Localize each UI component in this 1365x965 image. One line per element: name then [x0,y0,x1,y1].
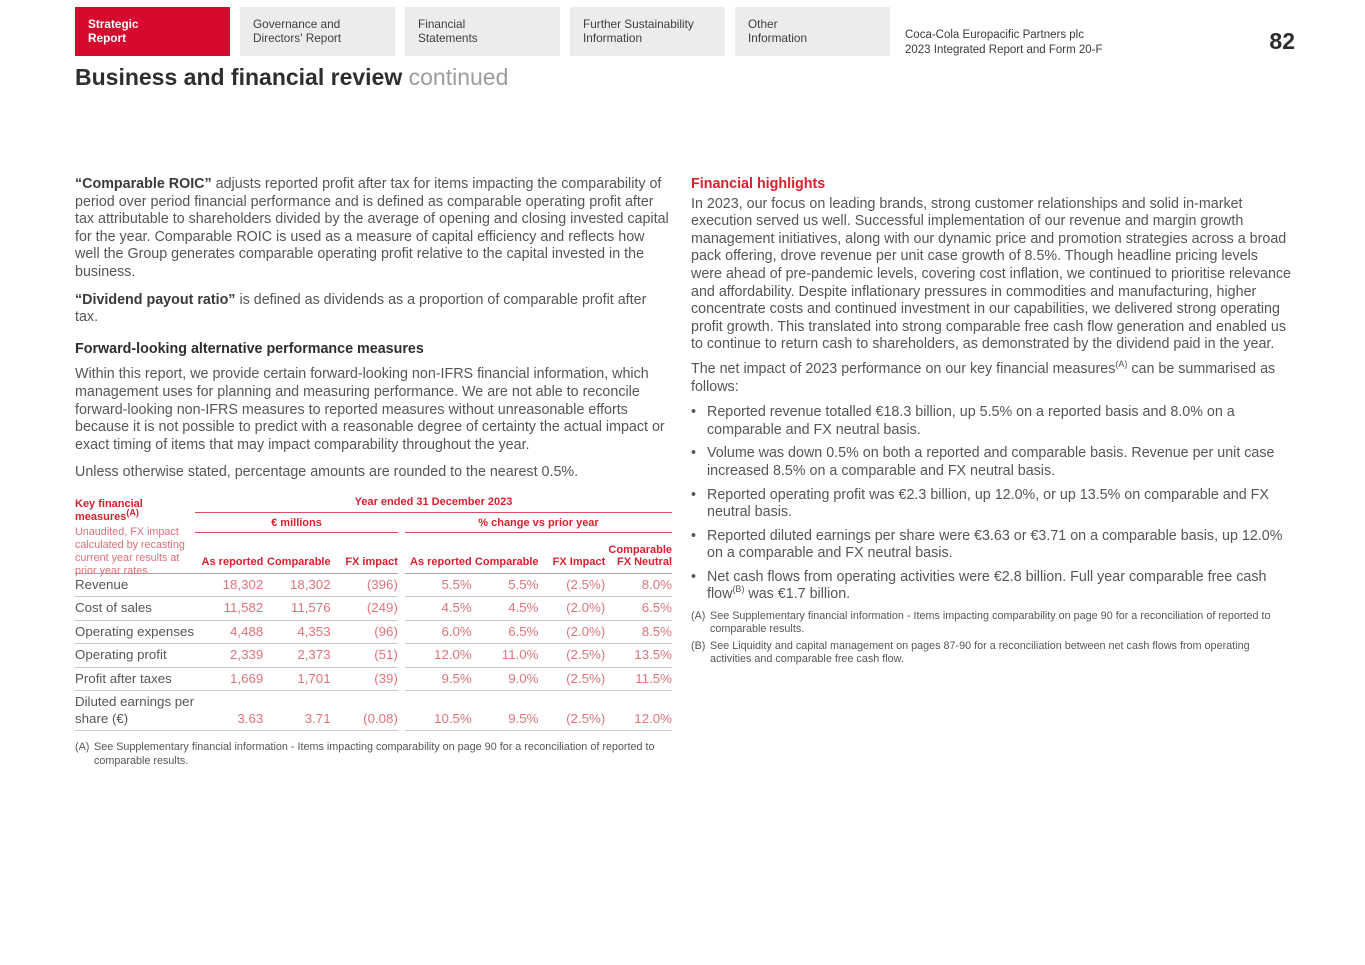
column-gap [398,668,405,692]
section-tab-bar [75,7,890,56]
right-column [691,176,1292,667]
cell-value: 8.0% [641,576,672,592]
row-label: Diluted earnings per share (€) [75,694,195,726]
cell-value: 6.5% [641,600,672,616]
list-item [691,487,1292,522]
cell-value: 4.5% [441,600,472,616]
col-header: As reported [410,556,472,569]
footnote-marker: (A) [75,741,90,754]
column-gap [398,574,405,598]
cell-value: 4.5% [508,600,539,616]
group-headers [195,513,672,533]
cell-value: 11,582 [223,600,264,616]
cell-value: 11.0% [501,647,539,663]
table-header [75,495,672,578]
left-column [75,176,673,768]
table-row [75,597,672,621]
col-header: FX Impact [552,556,606,569]
cell-value: 12.0% [434,647,472,663]
tab-governance-directors-report[interactable] [240,7,395,56]
tab-label: Strategic [88,17,139,31]
row-label: Profit after taxes [75,670,172,686]
forward-looking-paragraph: Within this report, we provide certain forward-looking non-IFRS financial information, which management uses for planning and measuring performance. We are not able to reconcile forward-looking non-IFRS measures to reported measures without unreasonable efforts because it is not possible to predict with a reasonable degree of certainty the actual impact or exact timing of items that may impact comparability throughout the year. [75,366,665,453]
footnote-marker: (A) [691,610,706,623]
company-name: Coca-Cola Europacific Partners plc [905,29,1084,41]
footnote-text: See Supplementary financial information - Items impacting comparability on page 90 for a reconciliation of reported to comparable results. [94,741,655,767]
cell-value: (0.08) [363,710,398,726]
footnote-b [691,640,1292,667]
cell-value: (2.5%) [566,670,606,686]
cell-value: 8.5% [641,623,672,639]
cell-value: (249) [366,600,398,616]
cell-value: 2,339 [230,647,264,663]
footnote-text: See Supplementary financial information - Items impacting comparability on page 90 for a reconciliation of reported to comparable results. [710,610,1271,636]
list-item [691,528,1292,563]
col-header: As reported [201,556,264,569]
table-column-headers [195,496,672,533]
financial-highlights-paragraph: In 2023, our focus on leading brands, strong customer relationships and solid in-market execution served us well. Successful implementation of our revenue and margin growth management initiatives, along with our dynamic price and promotion strategies across a broad pack offering, drove revenue per unit case growth of 8.5%. Though headline pricing levels were ahead of pre-pandemic levels, covering cost inflation, we continued to prioritise relevance and affordability. Despite inflationary pressures in commodities and manufacturing, higher concentrate costs and continued investment in our capabilities, we delivered strong operating profit growth. This translated into strong comparable free cash flow generation and enabled us to continue to return cash to shareholders, as demonstrated by the dividend paid in the year. [691,195,1292,353]
page-title-continued: continued [402,64,509,90]
page-title-main: Business and financial review [75,64,403,90]
cell-value: 18,302 [222,576,264,592]
col-header: Comparable [267,556,331,569]
cell-value: (396) [366,576,398,592]
column-gap [398,644,405,668]
col-header: FX impact [345,556,398,569]
bullet-text-post: was €1.7 billion. [744,586,851,603]
cell-value: 2,373 [297,647,331,663]
bullet-icon: • [691,568,697,585]
table-key-block [75,498,193,578]
bullet-text: Reported revenue totalled €18.3 billion, up 5.5% on a reported basis and 8.0% on a comparable and FX neutral basis. [707,404,1235,438]
tab-label: Other [748,17,778,31]
tab-label: Statements [418,31,478,45]
footnote-marker: (B) [691,639,706,652]
cell-value: 1,669 [230,670,264,686]
column-gap [398,621,405,645]
row-label: Revenue [75,576,129,592]
tab-label: Information [748,31,808,45]
key-financial-measures-table [75,496,672,768]
tab-financial-statements[interactable] [405,7,560,56]
financial-highlights-heading: Financial highlights [691,176,826,192]
bullet-text: Reported diluted earnings per share were €3.63 or €3.71 on a comparable basis, up 12.0% on a comparable and FX neutral basis. [707,527,1283,562]
bullet-icon: • [691,404,697,421]
col-header: Comparable FX Neutral [608,543,672,569]
dividend-payout-paragraph [75,292,673,327]
column-gap [398,691,405,731]
tab-label: Directors' Report [253,31,342,45]
cell-value: (39) [374,670,398,686]
comparable-roic-paragraph [75,176,673,282]
cell-value: 4,353 [297,623,331,639]
table-footnote-a [75,741,672,768]
column-labels-group2 [405,533,672,574]
tab-further-sustainability-information[interactable] [570,7,725,56]
cell-value: 5.5% [441,576,472,592]
page-title [75,64,508,91]
footnote-ref-a: (A) [126,507,139,518]
cell-value: 9.5% [508,710,539,726]
bullet-text: Reported operating profit was €2.3 billion, up 12.0%, or up 13.5% on comparable and FX neutral basis. [707,486,1269,521]
list-item [691,569,1292,604]
group-header-millions: € millions [195,513,398,533]
footnote-a [691,610,1292,637]
cell-value: 5.5% [508,576,539,592]
cell-value: (2.0%) [566,623,606,639]
cell-value: (2.5%) [566,647,606,663]
table-row [75,621,672,645]
net-impact-text: The net impact of 2023 performance on our key financial measures [691,360,1116,377]
dividend-payout-definition: is defined as dividends as a proportion of comparable profit after tax. [75,291,647,326]
net-impact-text-post: can be summarised as follows: [691,360,1276,395]
tab-label: Report [88,31,127,45]
cell-value: (96) [374,623,398,639]
column-gap [398,597,405,621]
table-row [75,644,672,668]
cell-value: 1,701 [297,670,331,686]
table-row [75,668,672,692]
footnote-ref-b: (B) [732,584,745,595]
cell-value: 6.0% [441,623,472,639]
tab-label: Governance and [253,17,341,31]
dividend-payout-term: “Dividend payout ratio” [75,291,236,308]
cell-value: 9.0% [508,670,539,686]
cell-value: 11,576 [290,600,331,616]
tab-label: Further Sustainability [583,17,694,31]
tab-other-information[interactable] [735,7,890,56]
table-subtitle: Unaudited, FX impact calculated by recasting current year results at prior year rates [75,525,185,578]
comparable-roic-term: “Comparable ROIC” [75,176,212,192]
bullet-text: Volume was down 0.5% on both a reported and comparable basis. Revenue per unit case increased 8.5% on a comparable and FX neutral basis. [707,445,1275,479]
group-header-pct-change: % change vs prior year [405,513,672,533]
forward-looking-heading: Forward-looking alternative performance measures [75,340,424,357]
cell-value: 6.5% [508,623,539,639]
tab-strategic-report[interactable] [75,7,230,56]
bullet-icon: • [691,486,697,503]
comparable-roic-definition: adjusts reported profit after tax for items impacting the comparability of period over period financial performance and is defined as comparable operating profit after tax attributable to shareholders divided by the average of opening and closing invested capital for the year. Comparable ROIC is used as a measure of capital efficiency and reflects how well the Group generates comparable operating profit relative to the capital invested in the business. [75,176,669,280]
cell-value: 3.71 [304,710,331,726]
footnote-ref-a: (A) [1115,359,1128,370]
col-header: Comparable [474,556,539,569]
cell-value: 4,488 [230,623,264,639]
net-impact-paragraph [691,361,1292,396]
tab-label: Information [583,31,643,45]
page-number: 82 [1269,28,1295,54]
report-title: 2023 Integrated Report and Form 20-F [905,43,1103,56]
column-gap [398,533,405,574]
cell-value: 10.5% [434,710,472,726]
report-identifier [905,28,1103,57]
year-span-header: Year ended 31 December 2023 [195,496,672,513]
cell-value: 11.5% [635,670,672,686]
bullet-text-pre: Net cash flows from operating activities were €2.8 billion. Full year comparable free cash flow [707,568,1267,603]
group-gap [398,513,405,533]
cell-value: (2.0%) [566,600,606,616]
table-row [75,691,672,731]
cell-value: 12.0% [634,710,672,726]
cell-value: (51) [374,647,398,663]
footnote-text: See Liquidity and capital management on pages 87-90 for a reconciliation between net cash flows from operating activities and comparable free cash flow. [710,639,1250,666]
cell-value: 9.5% [441,670,472,686]
list-item [691,445,1292,480]
row-label: Cost of sales [75,600,152,616]
tab-label: Financial [418,17,466,31]
cell-value: 18,302 [289,576,331,592]
highlights-bullet-list [691,404,1292,604]
rounding-note-paragraph: Unless otherwise stated, percentage amounts are rounded to the nearest 0.5%. [75,464,579,481]
table-title-text: Key financial measures [75,497,143,523]
bullet-icon: • [691,445,697,462]
bullet-text [707,569,1292,604]
cell-value: 3.63 [237,710,264,726]
bullet-icon: • [691,527,697,544]
table-title [75,498,193,524]
cell-value: (2.5%) [566,576,606,592]
cell-value: (2.5%) [566,710,606,726]
row-label: Operating profit [75,647,167,663]
list-item [691,404,1292,439]
cell-value: 13.5% [634,647,672,663]
row-label: Operating expenses [75,623,195,639]
